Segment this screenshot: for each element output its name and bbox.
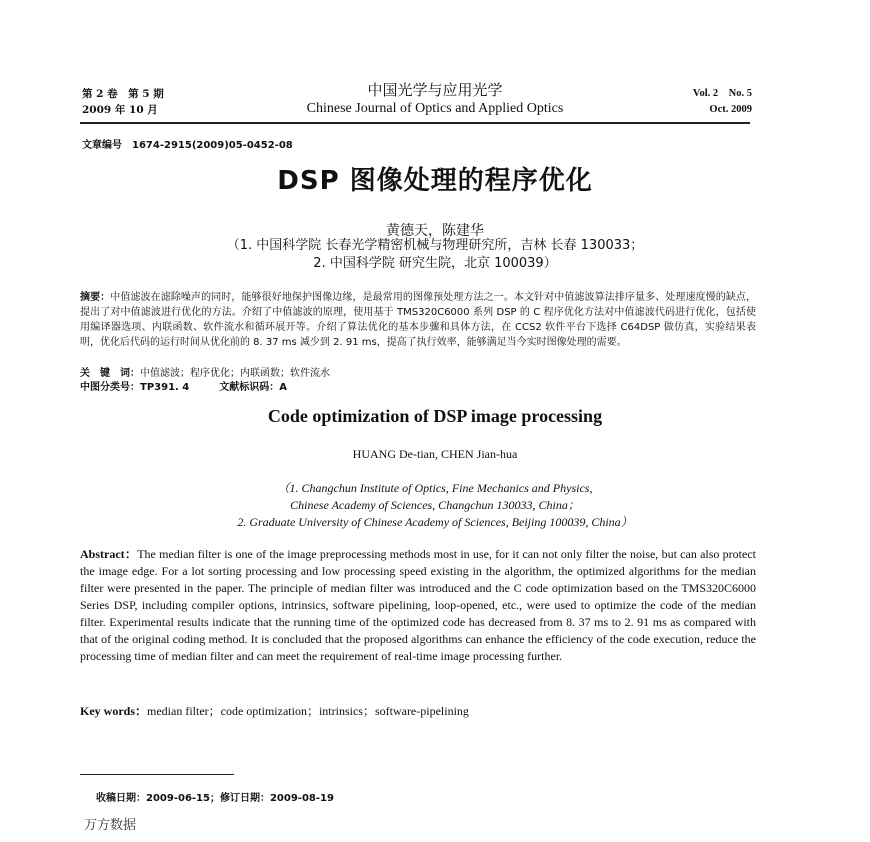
footnote-rule xyxy=(80,774,234,775)
abstract-en-label: Abstract： xyxy=(80,547,138,561)
abstract-en xyxy=(80,546,756,665)
keywords-cn xyxy=(80,364,330,379)
title-en: Code optimization of DSP image processing xyxy=(267,406,603,426)
abstract-en-text: The median filter is one of the image preprocessing methods most in use, for it can not only filter the noise, but can also protect the image edge. For a lot sorting processing and low processing speed existing in the algorithm, the optimized algorithms for the median filter were presented in the paper. The principle of median filter was introduced and the C code optimization based on the TMS320C6000 Series DSP, including compiler options, intrinsics, software pipelining, loop-opened, etc., were used to optimize the code of the median filter. Experimental results indicate that the running time of the optimized code has decreased from 8. 37 ms to 2. 91 ms as compared with that of the original coding method. It is concluded that the proposed algorithms can enhance the efficiency of the code execution, reduce the processing time of median filter and can meet the requirement of real-time image processing further. xyxy=(80,547,756,663)
date-cn: 2009 年 10 月 xyxy=(82,104,158,116)
keywords-cn-text: 中值滤波；程序优化；内联函数；软件流水 xyxy=(140,368,330,379)
classification-cn: 中图分类号：TP391. 4 文献标识码：A xyxy=(80,382,288,393)
header-rule xyxy=(80,122,750,124)
journal-title-en: Chinese Journal of Optics and Applied Optics xyxy=(306,101,564,116)
article-number: 文章编号 1674-2915(2009)05-0452-08 xyxy=(82,140,293,151)
affiliations-cn xyxy=(0,237,870,273)
watermark: 万方数据 xyxy=(84,818,137,833)
footnote-dates: 收稿日期：2009-06-15；修订日期：2009-08-19 xyxy=(96,793,334,804)
affiliation-en-3: 2. Graduate University of Chinese Academy of Sciences, Beijing 100039, China） xyxy=(237,515,633,529)
header-right xyxy=(693,86,752,118)
volume-en: Vol. 2 No. 5 xyxy=(692,88,752,99)
keywords-en xyxy=(80,702,469,719)
authors-en: HUANG De-tian, CHEN Jian-hua xyxy=(352,447,518,461)
journal-title-cn: 中国光学与应用光学 xyxy=(367,81,503,99)
keywords-cn-label: 关 键 词： xyxy=(80,368,140,379)
title-cn: DSP 图像处理的程序优化 xyxy=(277,166,593,196)
affiliation-en-2: Chinese Academy of Sciences, Changchun 130033, China； xyxy=(290,498,580,512)
affiliation-cn-2: 2. 中国科学院 研究生院，北京 100039） xyxy=(313,256,557,271)
affiliations-en xyxy=(0,480,870,531)
volume-cn: 第 2 卷 第 5 期 xyxy=(82,88,164,100)
affiliation-en-1: （1. Changchun Institute of Optics, Fine Mechanics and Physics, xyxy=(277,481,593,495)
authors-cn: 黄德天，陈建华 xyxy=(386,223,484,239)
keywords-en-label: Key words： xyxy=(80,704,147,718)
abstract-cn-text: 中值滤波在滤除噪声的同时，能够很好地保护图像边缘，是最常用的图像预处理方法之一。本文针对中值滤波算法排序量多、处理速度慢的缺点，提出了对中值滤波进行优化的方法。介绍了中值滤波的原理，使用基于 TMS320C6000 系列 DSP 的 C 程序优化方法对中值滤波代码进行优化，包括使用编译器选项、内联函数、软件流水和循环展开等。介绍了算法优化的基本步骤和具体方法，在 CCS2 软件平台下选择 C64DSP 做仿真，实验结果表明，优化后代码的运行时间从优化前的 8. 37 ms 减少到 2. 91 ms，提高了执行效率，能够满足当今实时图像处理的需要。 xyxy=(80,292,757,348)
affiliation-cn-1: （1. 中国科学院 长春光学精密机械与物理研究所，吉林 长春 130033； xyxy=(226,238,644,253)
keywords-en-text: median filter；code optimization；intrinsics；software-pipelining xyxy=(147,704,469,718)
abstract-cn xyxy=(80,290,756,350)
abstract-cn-label: 摘要： xyxy=(80,292,111,303)
date-en: Oct. 2009 xyxy=(709,104,752,115)
